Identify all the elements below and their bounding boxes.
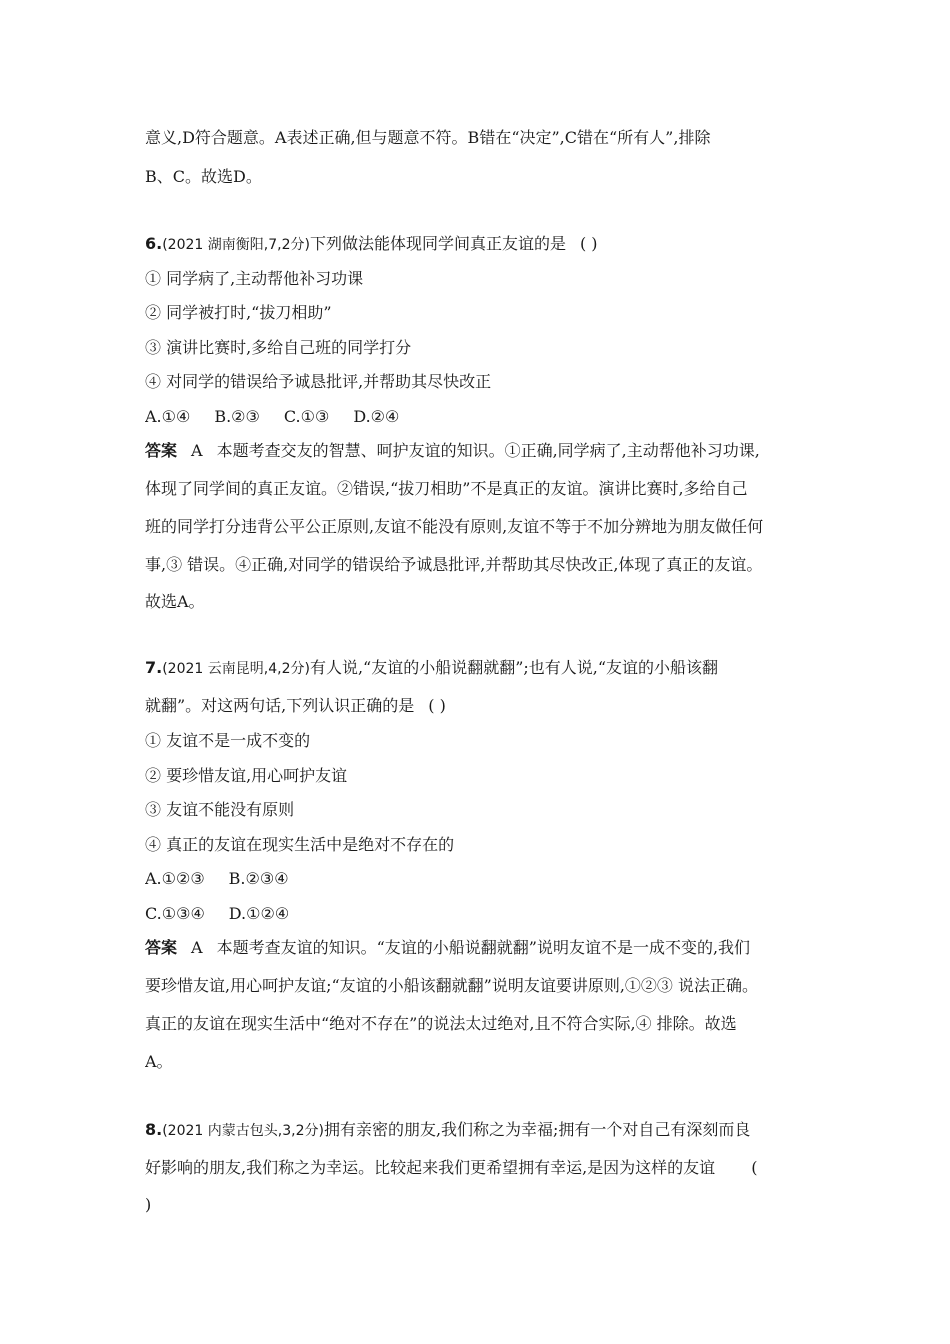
question-6-option-b: B.②③	[214, 407, 260, 426]
question-6-option-c: C.①③	[283, 407, 330, 426]
question-7-text-1: 有人说,“友谊的小船说翻就翻”;也有人说,“友谊的小船该翻	[309, 658, 719, 677]
question-7-statement-1: ① 友谊不是一成不变的	[145, 731, 311, 750]
question-6-options	[145, 406, 815, 428]
question-7-option-d: D.①②④	[228, 904, 290, 923]
question-7-answer: A	[191, 938, 203, 957]
question-7-explanation-3: 真正的友谊在现实生活中“绝对不存在”的说法太过绝对,且不符合实际,④ 排除。故选	[145, 1014, 737, 1033]
question-7-option-a: A.①②③	[145, 869, 205, 888]
question-8-paren-open: (	[751, 1158, 758, 1177]
question-8-stem-line-2	[145, 1157, 815, 1179]
question-7-statement-2: ② 要珍惜友谊,用心呵护友谊	[145, 766, 348, 785]
question-7-option-c: C.①③④	[145, 904, 205, 923]
question-7-options-row-1	[145, 868, 815, 890]
question-6-text: 下列做法能体现同学间真正友谊的是	[309, 234, 566, 253]
question-6-explanation-2: 体现了同学间的真正友谊。②错误,“拔刀相助”不是真正的友谊。演讲比赛时,多给自己	[145, 479, 748, 498]
question-7-answer-label: 答案	[145, 938, 178, 957]
question-6-explanation-5: 故选A。	[145, 592, 205, 611]
question-6-answer: A	[191, 441, 203, 460]
question-7-statement-4: ④ 真正的友谊在现实生活中是绝对不存在的	[145, 835, 455, 854]
question-6-option-d: D.②④	[353, 407, 400, 426]
question-6-source: (2021 湖南衡阳,7,2分)	[162, 237, 310, 253]
question-6-number: 6.	[145, 234, 163, 253]
question-6-explanation-3: 班的同学打分违背公平公正原则,友谊不能没有原则,友谊不等于不加分辨地为朋友做任何	[145, 517, 764, 536]
question-6-statement-3: ③ 演讲比赛时,多给自己班的同学打分	[145, 338, 412, 357]
question-6-option-a: A.①④	[145, 407, 191, 426]
question-7-explanation-4: A。	[145, 1052, 173, 1071]
question-8-paren-close: )	[145, 1195, 152, 1214]
question-7-option-b: B.②③④	[228, 869, 289, 888]
question-7-stem-line-1	[145, 657, 815, 680]
question-8-text-2: 好影响的朋友,我们称之为幸运。比较起来我们更希望拥有幸运,是因为这样的友谊	[145, 1158, 716, 1177]
question-6-explanation-4: 事,③ 错误。④正确,对同学的错误给予诚恳批评,并帮助其尽快改正,体现了真正的友谊。	[145, 555, 763, 574]
question-6-stem	[145, 233, 815, 256]
question-8-stem-line-1	[145, 1119, 815, 1142]
question-7-answer-line-1	[145, 937, 815, 959]
question-7-explanation-2: 要珍惜友谊,用心呵护友谊;“友谊的小船该翻就翻”说明友谊要讲原则,①②③ 说法正确。	[145, 976, 759, 995]
question-6-statement-1: ① 同学病了,主动帮他补习功课	[145, 269, 364, 288]
question-7-explanation-1: 本题考查友谊的知识。“友谊的小船说翻就翻”说明友谊不是一成不变的,我们	[216, 938, 751, 957]
prev-explanation-line-2: B、C。故选D。	[145, 167, 262, 186]
question-6-statement-2: ② 同学被打时,“拔刀相助”	[145, 303, 332, 322]
question-6-answer-line-1	[145, 440, 815, 462]
question-7-options-row-2	[145, 903, 815, 925]
question-6-explanation-1: 本题考查交友的智慧、呵护友谊的知识。①正确,同学病了,主动帮他补习功课,	[216, 441, 760, 460]
question-6-paren: ( )	[579, 234, 598, 253]
question-7-source: (2021 云南昆明,4,2分)	[162, 661, 310, 677]
prev-explanation-line-1: 意义,D符合题意。A表述正确,但与题意不符。B错在“决定”,C错在“所有人”,排除	[145, 128, 711, 147]
question-7-paren: ( )	[428, 696, 446, 715]
question-6-answer-label: 答案	[145, 441, 178, 460]
question-7-text-2: 就翻”。对这两句话,下列认识正确的是	[145, 696, 415, 715]
question-7-stem-line-2	[145, 695, 815, 717]
question-8-number: 8.	[145, 1120, 163, 1139]
question-6-statement-4: ④ 对同学的错误给予诚恳批评,并帮助其尽快改正	[145, 372, 492, 391]
question-8-text-1: 拥有亲密的朋友,我们称之为幸福;拥有一个对自己有深刻而良	[323, 1120, 751, 1139]
question-8-source: (2021 内蒙古包头,3,2分)	[162, 1123, 324, 1139]
question-7-number: 7.	[145, 658, 163, 677]
question-7-statement-3: ③ 友谊不能没有原则	[145, 800, 295, 819]
